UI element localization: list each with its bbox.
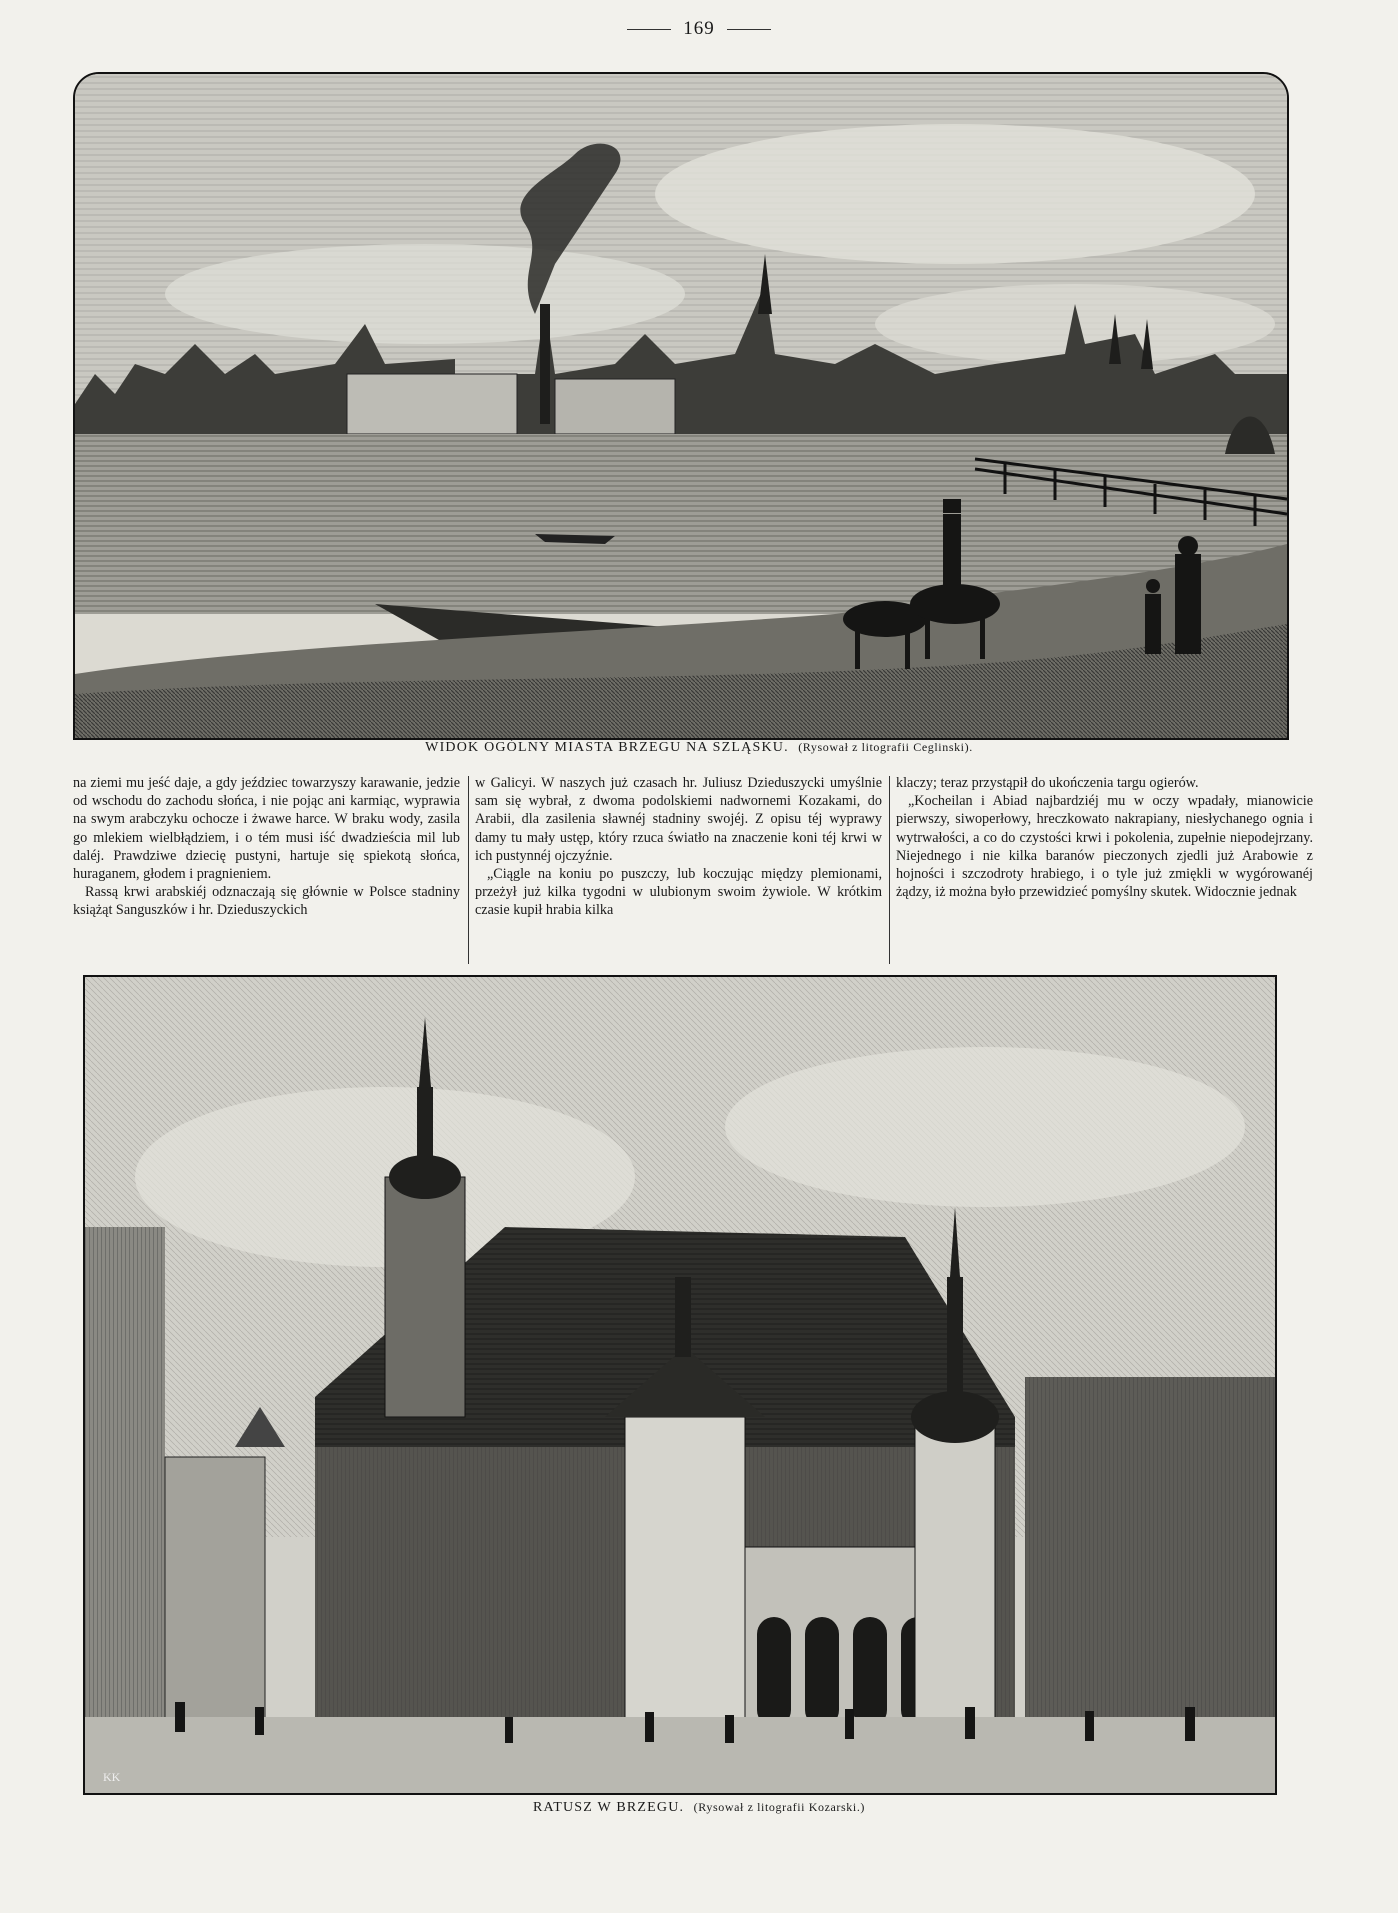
- column-3-paragraph-1: klaczy; teraz przystąpił do ukończenia targu ogierów.: [896, 775, 1199, 791]
- column-1-paragraph-2: Rassą krwi arabskiéj odznaczają się głównie w Polsce stadniny książąt Sanguszków i hr. Dzieduszyckich: [73, 884, 460, 919]
- column-2-paragraph-2: „Ciągle na koniu po puszczy, lub koczując między plemionami, przeżył już kilka tygodni w ulubionym swoim żywiole. W krótkim czasie kupił hrabia kilka: [475, 866, 882, 919]
- bottom-engraving-town-hall: [83, 975, 1277, 1795]
- column-2-paragraph-1: w Galicyi. W naszych już czasach hr. Juliusz Dzieduszycki umyślnie sam się wybrał, z dwoma podolskiemi nadwornemi Kozakami, do Arabii, dla zasilenia sławnéj stadniny swojéj. Z opisu téj wyprawy damy tu mały ustęp, który rzuca światło na znaczenie koni téj krwi w ich pustynnéj ojczyźnie.: [475, 775, 882, 864]
- column-3-paragraph-2: „Kocheilan i Abiad najbardziéj mu w oczy wpadały, mianowicie pierwszy, siwoperłowy, hreczkowato nakrapiany, niesłychanego ognia i wytrwałości, a co do czystości krwi i pokolenia, zupełnie niepodejrzany. Niejednego i nie kilka baranów pieczonych zjedli już Arabowie z hojności i szczodroty hrabiego, i o tyle już zmiękli w wygórowanéj żądzy, iż można było przewidzieć pomyślny skutek. Widocznie jednak: [896, 793, 1313, 901]
- text-column-3: [896, 774, 1313, 974]
- text-column-1: [73, 774, 460, 974]
- page-number-text: 169: [683, 18, 715, 39]
- top-engraving-caption: [0, 740, 1398, 756]
- top-caption-title: WIDOK OGÓLNY MIASTA BRZEGU NA SZLĄSKU.: [425, 740, 789, 755]
- left-dash: [627, 29, 671, 30]
- artist-monogram: KK: [103, 1770, 121, 1784]
- column-rule-1: [468, 776, 469, 964]
- bottom-caption-credit: (Rysował z litografii Kozarski.): [693, 1800, 866, 1814]
- right-dash: [727, 29, 771, 30]
- article-columns: [73, 774, 1313, 974]
- column-rule-2: [889, 776, 890, 964]
- text-column-2: [475, 774, 882, 974]
- bottom-caption-title: RATUSZ W BRZEGU.: [532, 1800, 685, 1815]
- page-number: [0, 18, 1398, 40]
- column-1-paragraph-1: na ziemi mu jeść daje, a gdy jeździec towarzyszy karawanie, jedzie od wschodu do zachodu słońca, i nie pojąc ani karmiąc, wyprawia na swym arabczyku ochocze i żwawe harce. W braku wody, zasila go mlekiem wielbłądziem, i o tém musi iść dwadzieścia mil lub daléj. Prawdziwe dziecię pustyni, hartuje się spiekotą słońca, huraganem, głodem i pragnieniem.: [73, 775, 460, 883]
- river-view-illustration: [75, 74, 1287, 738]
- top-engraving-river-view: [73, 72, 1289, 740]
- top-caption-credit: (Rysował z litografii Ceglinski).: [798, 740, 973, 754]
- town-hall-illustration: [85, 977, 1275, 1793]
- bottom-engraving-caption: [0, 1800, 1398, 1816]
